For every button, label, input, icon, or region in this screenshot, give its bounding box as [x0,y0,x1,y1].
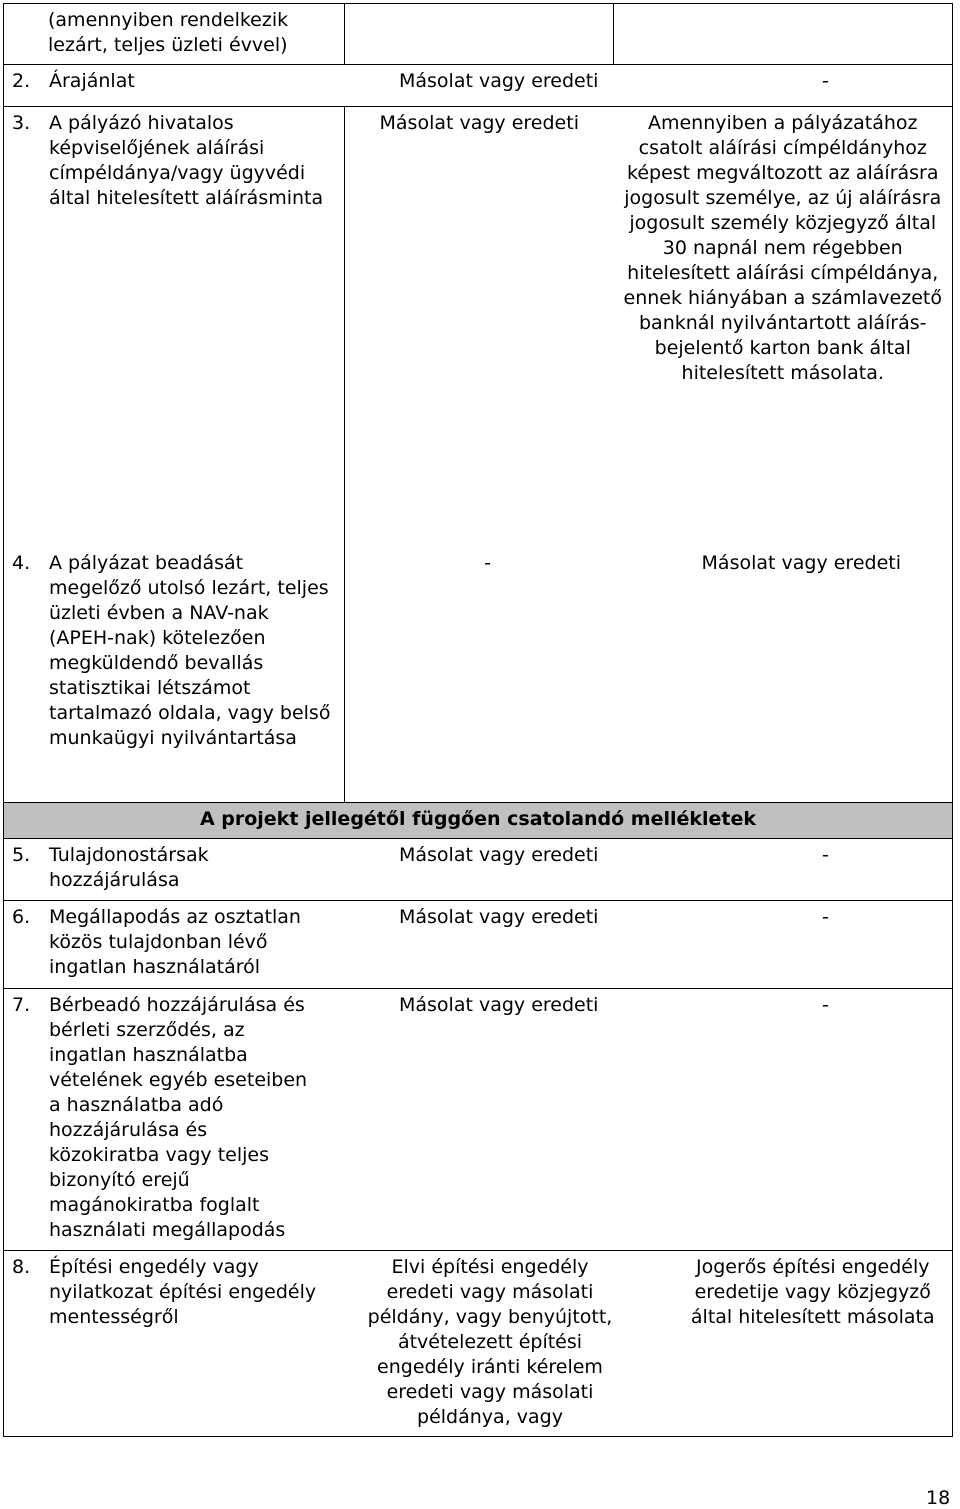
attachments-table [3,3,953,1437]
row-col3: - [822,844,829,866]
row-number: 6. [12,906,31,928]
row-label: Árajánlat [49,70,135,92]
row-number: 2. [12,70,31,92]
row-col3: - [822,906,829,928]
row-number: 3. [12,112,31,134]
table-row [4,4,953,65]
row-label: Bérbeadó hozzájárulása és bérleti szerződés, az ingatlan használatba vételének egyéb eseteiben a használatba adó hozzájárulása és közokiratba vagy teljes bizonyító erejű magánokiratba foglalt használati megállapodás [49,994,308,1241]
row-number: 7. [12,994,31,1016]
row-label: A pályázat beadását megelőző utolsó lezárt, teljes üzleti évben a NAV-nak (APEH-nak) kötelezően megküldendő bevallás statisztikai létszámot tartalmazó oldala, vagy belső munkaügyi nyilvántartása [49,551,331,749]
row-number: 4. [12,551,31,574]
table-row [4,65,953,107]
row-label: Tulajdonostársak hozzájárulása [49,844,209,891]
table-row [4,989,953,1251]
row-col3: Jogerős építési engedély eredetije vagy közjegyző által hitelesített másolata [690,1256,935,1328]
row-label: A pályázó hivatalos képviselőjének aláírási címpéldánya/vagy ügyvédi által hitelesített aláírásminta [49,112,324,209]
row-col3: Amennyiben a pályázatához csatolt aláírási címpéldányhoz képest megváltozott az aláírásra jogosult személye, az új aláírásra jogosult személy közjegyző által 30 napnál nem régebben hitelesített aláírási címpéldánya, ennek hiányában a számlavezető banknál nyilvántartott aláírás-bejelentő karton bank által hitelesített másolata. [623,112,942,384]
table-row [4,839,953,901]
row-number: 8. [12,1256,31,1278]
row-col2: Másolat vagy eredeti [399,844,599,866]
row-col2: Másolat vagy eredeti [379,112,579,134]
row-label: (amennyiben rendelkezik lezárt, teljes üzleti évvel) [48,9,289,56]
row-col2: Elvi építési engedély eredeti vagy másolati példány, vagy benyújtott, átvételezett építési engedély iránti kérelem eredeti vagy másolati példánya, vagy [367,1256,613,1428]
table-row [4,547,953,803]
row-col2: - [484,551,491,574]
row-col2: Másolat vagy eredeti [399,906,599,928]
row-col3: - [822,994,829,1016]
page-number: 18 [926,1487,951,1509]
section-header-row [4,803,953,839]
row-col3: - [822,70,829,92]
section-header: A projekt jellegétől függően csatolandó mellékletek [4,803,953,839]
table-row [4,1251,953,1437]
row-col2: Másolat vagy eredeti [399,70,599,92]
table-row [4,901,953,989]
row-col3: Másolat vagy eredeti [701,551,901,574]
row-col2: Másolat vagy eredeti [399,994,599,1016]
row-label: Megállapodás az osztatlan közös tulajdonban lévő ingatlan használatáról [49,906,301,978]
row-number: 5. [12,844,31,866]
table-row [4,107,953,547]
row-label: Építési engedély vagy nyilatkozat építési engedély mentességről [49,1256,317,1328]
